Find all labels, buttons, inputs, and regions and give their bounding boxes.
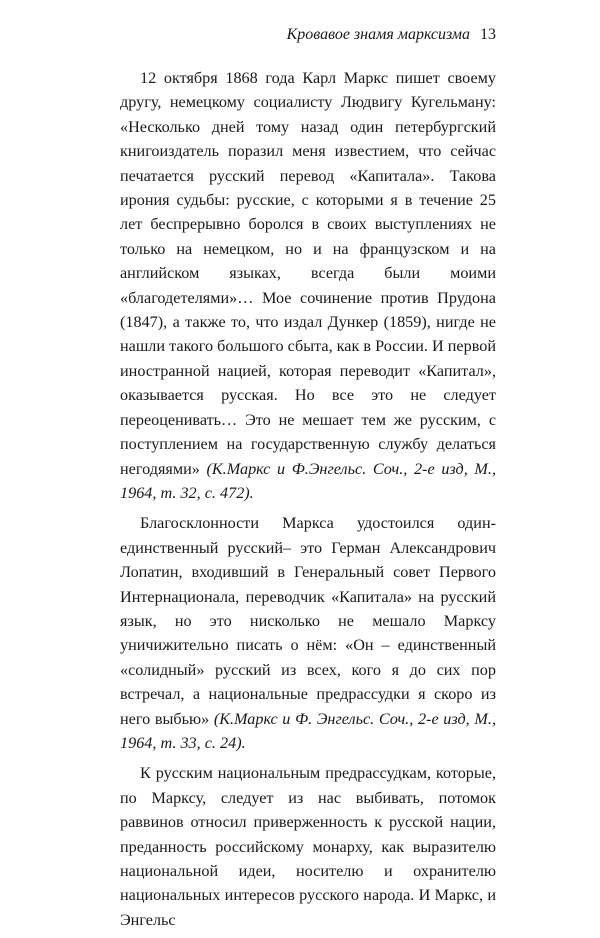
citation: (К.Маркс и Ф.Энгельс. Соч., 2-е изд, М., 1964, т. 32, с. 472). [120, 459, 497, 502]
paragraph [120, 761, 496, 932]
citation: (К.Маркс и Ф. Энгельс. Соч., 2-е изд, М., 1964, т. 33, с. 24). [120, 709, 496, 752]
paragraph [120, 66, 496, 505]
running-title: Кровавое знамя марксизма [286, 26, 470, 43]
running-header [120, 26, 496, 46]
body-text [120, 66, 496, 938]
paragraph-text: 12 октября 1868 года Карл Маркс пишет своему другу, немецкому социалисту Людвигу Кугельману: «Несколько дней тому назад один петербургский книгоиздатель поразил меня известием, что сейчас печатается русский перевод «Капитала». Такова ирония судьбы: русские, с которыми я в течение 25 лет беспрерывно боролся в своих выступлениях не только на немецком, но и на французском и на английском языках, всегда были моими «благодетелями»… Мое сочинение против Прудона (1847), а также то, что издал Дункер (1859), нигде не нашли такого большого сбыта, как в России. И первой иностранной нацией, которая переводит «Капитал», оказывается русская. Но все это не следует переоценивать… Это не мешает тем же русским, с поступлением на государственную службу делаться негодяями» [120, 69, 496, 478]
paragraph-text: К русским национальным предрассудкам, которые, по Марксу, следует из нас выбивать, потомок раввинов относил приверженность к русской нации, преданность российскому монарху, как выразителю национальной идеи, носителю и охранителю национальных интересов русского народа. И Маркс, и Энгельс [120, 764, 496, 929]
paragraph [120, 511, 496, 755]
paragraph-text: Благосклонности Маркса удостоился один-единственный русский– это Герман Александрович Лопатин, входивший в Генеральный совет Первого Интернационала, переводчик «Капитала» на русский язык, но это нисколько не мешало Марксу уничижительно писать о нём: «Он – единственный «солидный» русский из всех, кого я до сих пор встречал, а национальные предрассудки я скоро из него выбью» [120, 514, 496, 728]
page-number: 13 [480, 26, 496, 43]
